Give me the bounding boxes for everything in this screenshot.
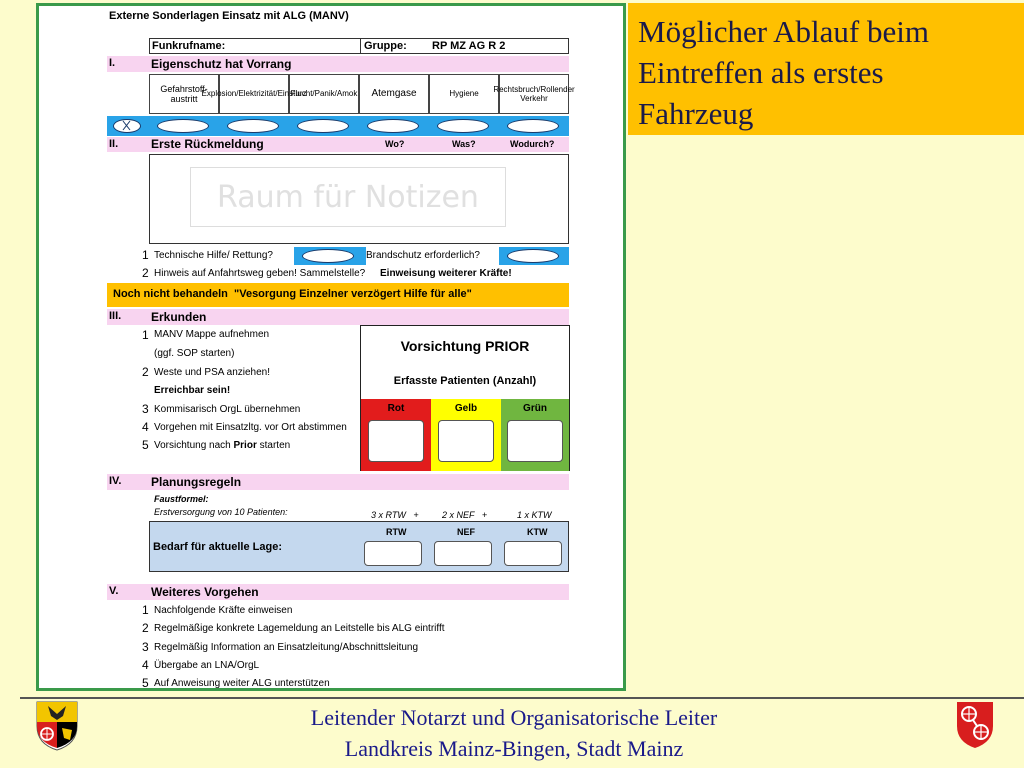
section-1-title: Eigenschutz hat Vorrang (151, 57, 292, 71)
s5-item-2: Regelmäßige konkrete Lagemeldung an Leitstelle bis ALG eintrifft (154, 623, 445, 634)
brandschutz-check[interactable] (507, 249, 559, 263)
hazard-check-0[interactable] (113, 119, 141, 133)
triage-yellow-count[interactable] (438, 420, 494, 462)
section-1-roman: I. (109, 57, 116, 69)
hazard-gefahrstoff: Gefahrstoff-austritt (149, 74, 219, 114)
technische-check-cell (294, 247, 366, 265)
section-5-header (107, 584, 569, 600)
s5-num-2: 2 (142, 621, 149, 635)
s3-item-4: Vorgehen mit Einsatzltg. vor Ort abstimmen (154, 422, 347, 433)
s2-num-1: 1 (142, 248, 149, 262)
section-2-header (107, 137, 569, 152)
form-title: Externe Sonderlagen Einsatz mit ALG (MANV) (109, 10, 349, 22)
section-4-roman: IV. (109, 475, 122, 487)
footer-line-1: Leitender Notarzt und Organisatorische Leiter (310, 705, 718, 730)
section-2-roman: II. (109, 138, 119, 150)
hazard-hygiene: Hygiene (429, 74, 499, 114)
s3-num-2: 2 (142, 365, 149, 379)
s3-item-1a: MANV Mappe aufnehmen (154, 329, 270, 340)
section-4-title: Planungsregeln (151, 475, 242, 489)
s2-num-2: 2 (142, 266, 149, 280)
section-3-title: Erkunden (151, 310, 207, 324)
funkrufname-row (149, 38, 569, 54)
section-4-header (107, 474, 569, 490)
s3-num-5: 5 (142, 438, 149, 452)
formula-rtw: 3 x RTW + (371, 510, 419, 520)
s5-item-4: Übergabe an LNA/OrgL (154, 660, 260, 671)
s5-item-1: Nachfolgende Kräfte einweisen (154, 605, 293, 616)
nef-input[interactable] (434, 541, 492, 566)
hinweis-anfahrt: Hinweis auf Anfahrtsweg geben! Sammelstelle? (154, 268, 366, 279)
s3-item-5: Vorsichtung nach Prior starten (154, 440, 291, 451)
rtw-input[interactable] (364, 541, 422, 566)
triage-yellow-label: Gelb (454, 403, 478, 414)
erstversorgung: Erstversorgung von 10 Patienten: (154, 507, 288, 517)
hazard-check-3[interactable] (297, 119, 349, 133)
triage-green-label: Grün (523, 403, 547, 414)
hazard-check-row (107, 116, 569, 136)
brandschutz: Brandschutz erforderlich? (366, 250, 480, 261)
mainz-coat-of-arms-icon (955, 700, 995, 750)
hazard-check-4[interactable] (367, 119, 419, 133)
s5-item-3: Regelmäßig Information an Einsatzleitung/Abschnittsleitung (154, 642, 419, 653)
s3-item-2b: Erreichbar sein! (154, 385, 231, 396)
hazard-rechtsbruch: Rechtsbruch/Rollender Verkehr (499, 74, 569, 114)
hazard-explosion: Explosion/Elektrizität/Einsturz (219, 74, 289, 114)
s5-num-3: 3 (142, 640, 149, 654)
s3-item-3: Kommisarisch OrgL übernehmen (154, 404, 301, 415)
notes-area[interactable] (149, 154, 569, 244)
priority-banner-text: Noch nicht behandeln "Vesorgung Einzelner verzögert Hilfe für alle" (113, 288, 472, 300)
triage-red (361, 399, 431, 471)
nef-label: NEF (457, 527, 475, 537)
faustformel: Faustformel: (154, 494, 209, 504)
prior-box (360, 325, 570, 471)
prior-subtitle: Erfasste Patienten (Anzahl) (393, 375, 537, 387)
manv-form (36, 3, 626, 691)
footer-line-2: Landkreis Mainz-Bingen, Stadt Mainz (344, 736, 684, 761)
prior-title: Vorsichtung PRIOR (400, 338, 530, 354)
district-coat-of-arms-icon (34, 700, 80, 752)
s3-item-1b: (ggf. SOP starten) (154, 348, 235, 359)
wodurch-label: Wodurch? (510, 139, 555, 149)
notes-placeholder: Raum für Notizen (217, 179, 479, 215)
triage-green (501, 399, 569, 471)
rtw-label: RTW (386, 527, 407, 537)
hazard-flucht: Flucht/Panik/Amok (289, 74, 359, 114)
priority-banner (107, 283, 569, 307)
funkrufname-label: Funkrufname: (152, 40, 226, 52)
section-3-header (107, 309, 569, 325)
was-label: Was? (452, 139, 476, 149)
section-2-title: Erste Rückmeldung (151, 137, 264, 151)
hazard-check-1[interactable] (157, 119, 209, 133)
s5-num-4: 4 (142, 658, 149, 672)
s3-num-3: 3 (142, 402, 149, 416)
bedarf-label: Bedarf für aktuelle Lage: (153, 541, 282, 553)
s5-num-5: 5 (142, 676, 149, 690)
notes-placeholder-box (190, 167, 506, 227)
wo-label: Wo? (385, 139, 405, 149)
s5-num-1: 1 (142, 603, 149, 617)
s3-num-4: 4 (142, 420, 149, 434)
section-3-roman: III. (109, 310, 122, 322)
s3-num-1: 1 (142, 328, 149, 342)
cross-icon (114, 120, 139, 131)
brandschutz-check-cell (499, 247, 569, 265)
formula-ktw: 1 x KTW (517, 510, 552, 520)
triage-red-label: Rot (387, 403, 405, 414)
hazard-check-2[interactable] (227, 119, 279, 133)
technische-hilfe: Technische Hilfe/ Rettung? (154, 250, 273, 261)
hazard-check-6[interactable] (507, 119, 559, 133)
section-1-header (107, 56, 569, 72)
hazard-atemgase: Atemgase (359, 74, 429, 114)
section-5-roman: V. (109, 585, 119, 597)
sidebar-heading: Möglicher Ablauf beim Eintreffen als erstes Fahrzeug (638, 14, 929, 131)
einweisung: Einweisung weiterer Kräfte! (380, 268, 512, 279)
hazard-check-5[interactable] (437, 119, 489, 133)
ktw-input[interactable] (504, 541, 562, 566)
technische-check[interactable] (302, 249, 354, 263)
formula-nef: 2 x NEF + (442, 510, 488, 520)
triage-yellow (431, 399, 501, 471)
section-5-title: Weiteres Vorgehen (151, 585, 259, 599)
triage-red-count[interactable] (368, 420, 424, 462)
triage-green-count[interactable] (507, 420, 563, 462)
s5-item-5: Auf Anweisung weiter ALG unterstützen (154, 678, 330, 689)
ktw-label: KTW (527, 527, 548, 537)
footer-divider (20, 697, 1024, 699)
gruppe-label: Gruppe: (364, 40, 407, 52)
s3-item-2a: Weste und PSA anziehen! (154, 367, 271, 378)
sidebar-heading-box (628, 3, 1024, 135)
gruppe-value: RP MZ AG R 2 (432, 40, 506, 52)
bedarf-row (149, 521, 569, 572)
